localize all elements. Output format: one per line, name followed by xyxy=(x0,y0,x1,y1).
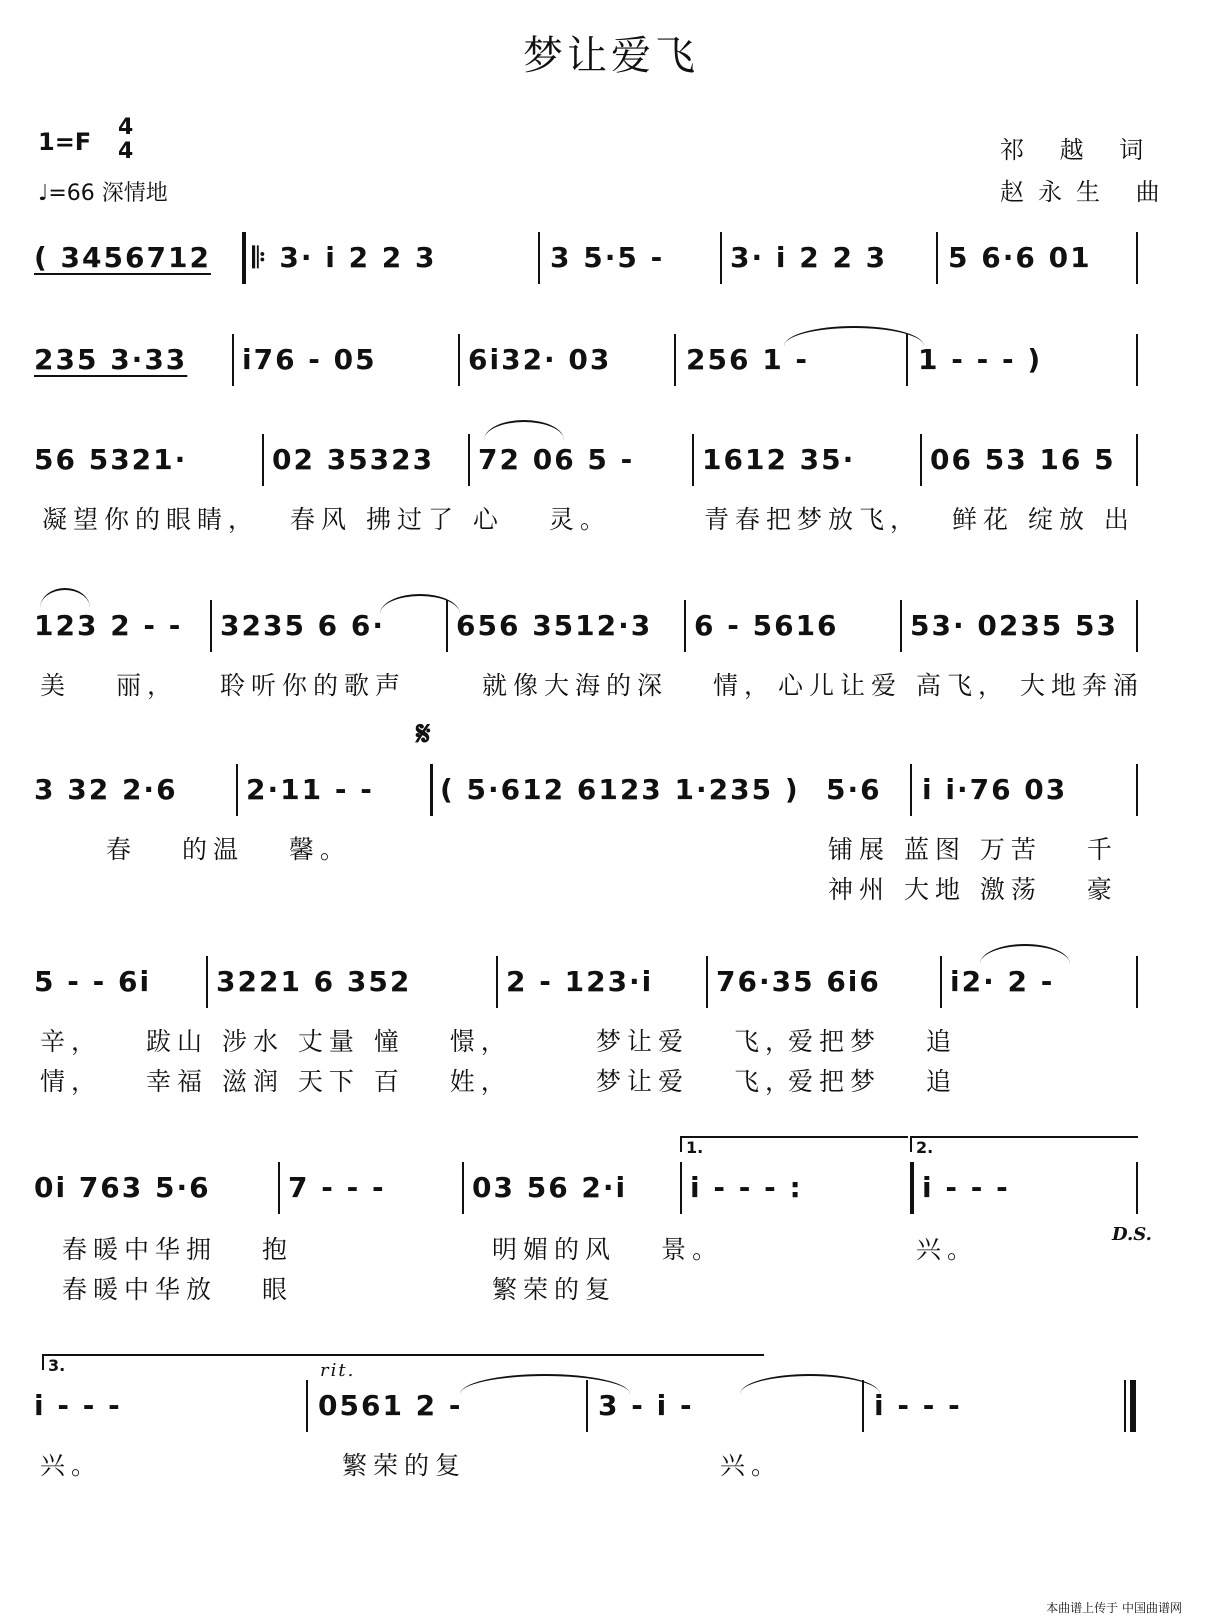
measure: ( 3456712 xyxy=(34,241,211,274)
composer-credit: 赵永生 曲 xyxy=(1000,178,1174,206)
measure: 03 56 2·i xyxy=(472,1171,628,1204)
measure: 0i 763 5·6 xyxy=(34,1171,211,1204)
lyric-phrase: 兴。 xyxy=(916,1235,979,1264)
lyric-phrase: 梦让爱 飞， xyxy=(596,1027,796,1056)
measure: 1 - - - ) xyxy=(918,343,1043,376)
measure: 𝄆 3· i 2 2 3 xyxy=(252,241,437,274)
score-system-5 xyxy=(30,760,1170,820)
score-system-7 xyxy=(30,1158,1170,1218)
measure: i i·76 03 xyxy=(922,773,1068,806)
score-system-2 xyxy=(30,330,1170,390)
ritardando-marking: rit. xyxy=(320,1360,356,1381)
lyric-phrase: 就像大海的深 情， xyxy=(482,671,775,700)
measure: 76·35 6i6 xyxy=(716,965,881,998)
measure: 235 3·33 xyxy=(34,343,188,376)
time-sig-denominator: 4 xyxy=(118,139,134,164)
time-signature xyxy=(118,116,133,164)
measure: i - - - : xyxy=(690,1171,803,1204)
lyric-phrase: 情， xyxy=(40,1067,103,1096)
measure: 02 35323 xyxy=(272,443,435,476)
lyric-phrase: 鲜花 绽放 出 xyxy=(952,505,1135,534)
lyric-phrase: 大地奔涌 xyxy=(1020,671,1145,700)
lyric-phrase: 繁荣的复 xyxy=(492,1275,617,1304)
lyric-phrase: 兴。 xyxy=(720,1451,783,1480)
measure: 06 53 16 5 xyxy=(930,443,1116,476)
upload-footer: 本曲谱上传于 中国曲谱网 xyxy=(1046,1601,1182,1615)
measure: 6i32· 03 xyxy=(468,343,612,376)
first-ending-bracket: 1. xyxy=(680,1136,908,1152)
song-title: 梦让爱飞 xyxy=(523,33,699,79)
measure: 256 1 - xyxy=(686,343,810,376)
measure: 6 - 5616 xyxy=(694,609,839,642)
measure: i - - - xyxy=(34,1389,122,1422)
lyric-phrase: 青春把梦放飞， xyxy=(704,505,922,534)
measure: 3 32 2·6 xyxy=(34,773,178,806)
second-ending-bracket: 2. xyxy=(910,1136,1138,1152)
lyric-phrase: 神州 大地 激荡 豪 xyxy=(828,875,1118,904)
dal-segno-marking: D.S. xyxy=(1112,1224,1152,1245)
lyric-phrase: 跋山 涉水 丈量 憧 憬， xyxy=(146,1027,512,1056)
measure: 72 06 5 - xyxy=(478,443,635,476)
lyric-phrase: 凝望你的眼睛， xyxy=(42,505,260,534)
measure: 656 3512·3 xyxy=(456,609,653,642)
measure: 3· i 2 2 3 xyxy=(730,241,888,274)
measure: ( 5·612 6123 1·235 ) xyxy=(440,773,800,806)
tempo-marking: ♩=66 深情地 xyxy=(38,181,168,206)
measure: 1612 35· xyxy=(702,443,856,476)
lyric-phrase: 繁荣的复 xyxy=(342,1451,467,1480)
measure: 3 - i - xyxy=(598,1389,694,1422)
lyric-phrase: 聆听你的歌声 xyxy=(220,671,407,700)
lyric-phrase: 春暖中华拥 抱 xyxy=(62,1235,293,1264)
measure: 5·6 xyxy=(826,773,882,806)
lyric-phrase: 爱把梦 追 xyxy=(788,1027,957,1056)
third-ending-bracket: 3. xyxy=(42,1354,764,1370)
measure: 3221 6 352 xyxy=(216,965,412,998)
lyric-phrase: 爱把梦 追 xyxy=(788,1067,957,1096)
lyric-phrase: 心儿让爱 高飞， xyxy=(778,671,1009,700)
score-system-4 xyxy=(30,596,1170,656)
key-signature: 1=F xyxy=(38,128,92,156)
measure: 56 5321· xyxy=(34,443,188,476)
measure: i76 - 05 xyxy=(242,343,377,376)
lyric-phrase: 明媚的风 景。 xyxy=(492,1235,723,1264)
measure: i2· 2 - xyxy=(950,965,1055,998)
measure: 3 5·5 - xyxy=(550,241,665,274)
measure: 53· 0235 53 xyxy=(910,609,1118,642)
measure: 3235 6 6· xyxy=(220,609,386,642)
measure: 7 - - - xyxy=(288,1171,386,1204)
lyric-phrase: 春暖中华放 眼 xyxy=(62,1275,293,1304)
measure: 2·11 - - xyxy=(246,773,374,806)
lyric-phrase: 梦让爱 飞， xyxy=(596,1067,796,1096)
measure: 2 - 123·i xyxy=(506,965,654,998)
measure: 5 - - 6i xyxy=(34,965,152,998)
score-system-1 xyxy=(30,228,1170,288)
lyric-phrase: 兴。 xyxy=(40,1451,103,1480)
measure: 123 2 - - xyxy=(34,609,183,642)
measure: 5 6·6 01 xyxy=(948,241,1092,274)
measure: 0561 2 - xyxy=(318,1389,463,1422)
lyric-phrase: 铺展 蓝图 万苦 千 xyxy=(828,835,1118,864)
segno-sign: 𝄋 xyxy=(416,714,431,754)
score-system-3 xyxy=(30,430,1170,490)
lyric-phrase: 幸福 滋润 天下 百 姓， xyxy=(146,1067,512,1096)
lyric-phrase: 辛， xyxy=(40,1027,103,1056)
lyric-phrase: 春风 拂过了 心 灵。 xyxy=(290,505,611,534)
measure: i - - - xyxy=(874,1389,962,1422)
time-sig-numerator: 4 xyxy=(118,115,134,140)
lyric-phrase: 春 的温 馨。 xyxy=(106,835,351,864)
lyric-phrase: 美 丽， xyxy=(40,671,178,700)
measure: i - - - xyxy=(922,1171,1010,1204)
lyricist-credit: 祁 越 词 xyxy=(1000,136,1158,164)
